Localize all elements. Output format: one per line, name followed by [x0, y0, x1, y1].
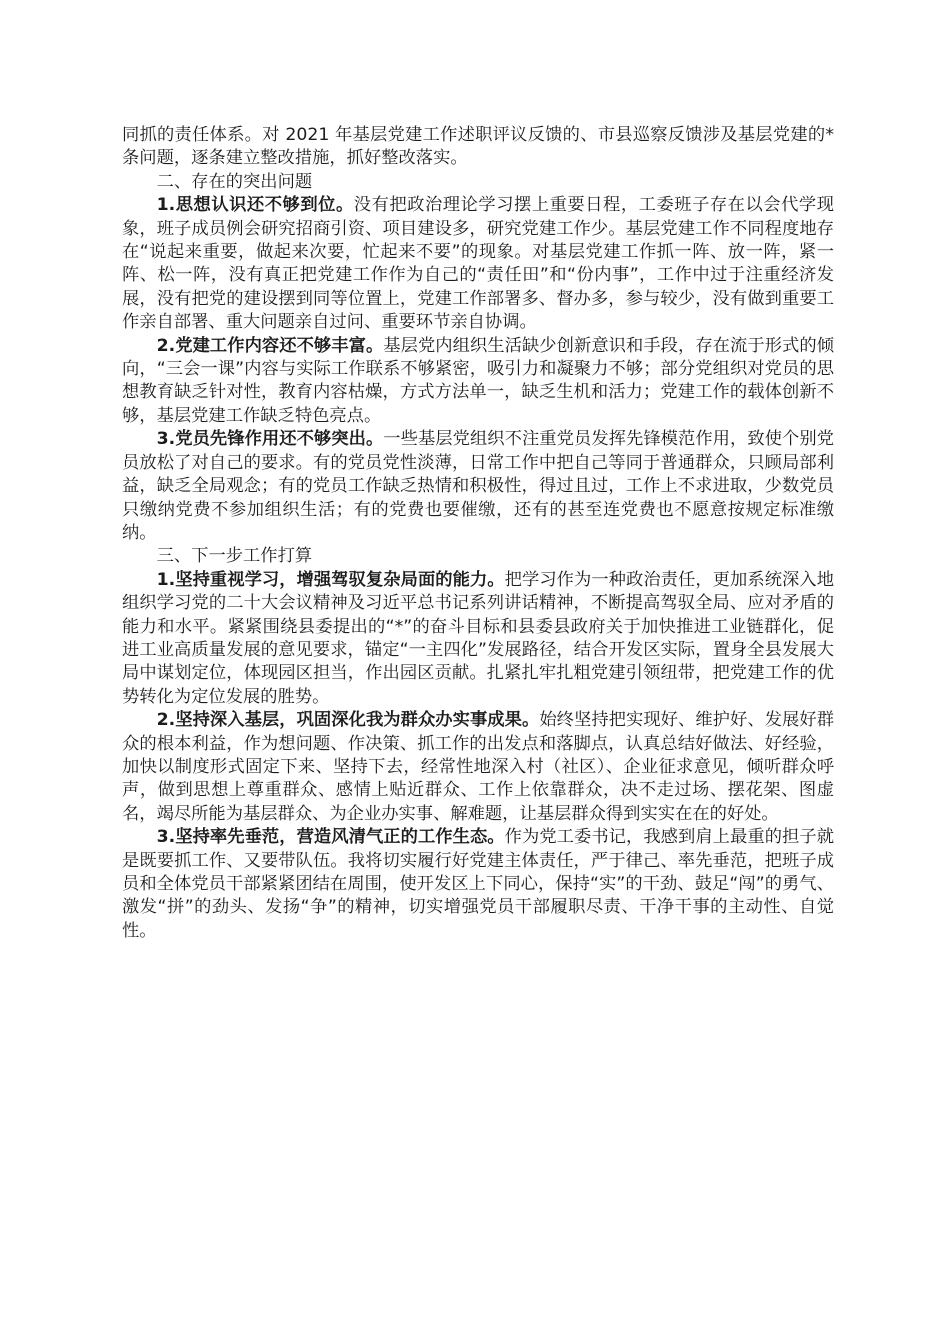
paragraph-plan-2: [122, 709, 834, 826]
section-heading-problems: [122, 171, 834, 194]
paragraph-lead: 3.坚持率先垂范，营造风清气正的工作生态。: [156, 827, 505, 848]
paragraph-text: 没有把政治理论学习摆上重要日程，工委班子存在以会代学现象，班子成员例会研究招商引资、项目建设多，研究党建工作少。基层党建工作不同程度地存在“说起来重要，做起来次要，忙起来不要”的现象。对基层党建工作抓一阵、放一阵，紧一阵、松一阵，没有真正把党建工作作为自己的“责任田”和“份内事”，工作中过于注重经济发展，没有把党的建设摆到同等位置上，党建工作部署多、督办多，参与较少，没有做到重要工作亲自部署、重大问题亲自过问、重要环节亲自协调。: [122, 195, 834, 333]
document-page: [122, 124, 834, 943]
paragraph-problem-3: [122, 428, 834, 545]
paragraph-lead: 1.思想认识还不够到位。: [156, 195, 354, 216]
section-heading-text: 三、下一步工作打算: [156, 546, 313, 567]
paragraph-text: 把学习作为一种政治责任，更加系统深入地组织学习党的二十大会议精神及习近平总书记系列讲话精神，不断提高驾驭全局、应对矛盾的能力和水平。紧紧围绕县委提出的“*”的奋斗目标和县委县政府关于加快推进工业链群化，促进工业高质量发展的意见要求，锚定“一主四化”发展路径，结合开发区实际，置身全县发展大局中谋划定位，体现园区担当，作出园区贡献。扎紧扎牢扎粗党建引领纽带，把党建工作的优势转化为定位发展的胜势。: [122, 569, 834, 707]
paragraph-problem-1: [122, 194, 834, 334]
paragraph-plan-3: [122, 826, 834, 943]
paragraph-lead: 2.坚持深入基层，巩固深化我为群众办实事成果。: [156, 710, 540, 731]
section-heading-next-steps: [122, 545, 834, 568]
paragraph-continuation: [122, 124, 834, 171]
paragraph-text: 作为党工委书记，我感到肩上最重的担子就是既要抓工作、又要带队伍。我将切实履行好党建主体责任，严于律己、率先垂范，把班子成员和全体党员干部紧紧团结在周围，使开发区上下同心，保持“实”的干劲、鼓足“闯”的勇气、激发“拼”的劲头、发扬“争”的精神，切实增强党员干部履职尽责、干净干事的主动性、自觉性。: [122, 827, 834, 941]
paragraph-lead: 3.党员先锋作用还不够突出。: [156, 429, 384, 450]
paragraph-lead: 1.坚持重视学习，增强驾驭复杂局面的能力。: [156, 569, 505, 590]
paragraph-text: 同抓的责任体系。对 2021 年基层党建工作述职评议反馈的、市县巡察反馈涉及基层党建的*条问题，逐条建立整改措施，抓好整改落实。: [122, 125, 834, 169]
section-heading-text: 二、存在的突出问题: [156, 171, 313, 192]
paragraph-text: 始终坚持把实现好、维护好、发展好群众的根本利益，作为想问题、作决策、抓工作的出发点和落脚点，认真总结好做法、好经验，加快以制度形式固定下来、坚持下去，经常性地深入村（社区）、企业征求意见，倾听群众呼声，做到思想上尊重群众、感情上贴近群众、工作上依靠群众，决不走过场、摆花架、图虚名，竭尽所能为基层群众、为企业办实事、解难题，让基层群众得到实实在在的好处。: [122, 710, 834, 824]
paragraph-problem-2: [122, 335, 834, 429]
paragraph-text: 一些基层党组织不注重党员发挥先锋模范作用，致使个别党员放松了对自己的要求。有的党员党性淡薄，日常工作中把自己等同于普通群众，只顾局部利益，缺乏全局观念；有的党员工作缺乏热情和积极性，得过且过，工作上不求进取，少数党员只缴纳党费不参加组织生活；有的党费也要催缴，还有的甚至连党费也不愿意按规定标准缴纳。: [122, 429, 834, 543]
paragraph-lead: 2.党建工作内容还不够丰富。: [156, 335, 384, 356]
paragraph-plan-1: [122, 569, 834, 709]
paragraph-text: 基层党内组织生活缺少创新意识和手段，存在流于形式的倾向，“三会一课”内容与实际工作联系不够紧密，吸引力和凝聚力不够；部分党组织对党员的思想教育缺乏针对性，教育内容枯燥，方式方法单一，缺乏生机和活力；党建工作的载体创新不够，基层党建工作缺乏特色亮点。: [122, 335, 834, 426]
